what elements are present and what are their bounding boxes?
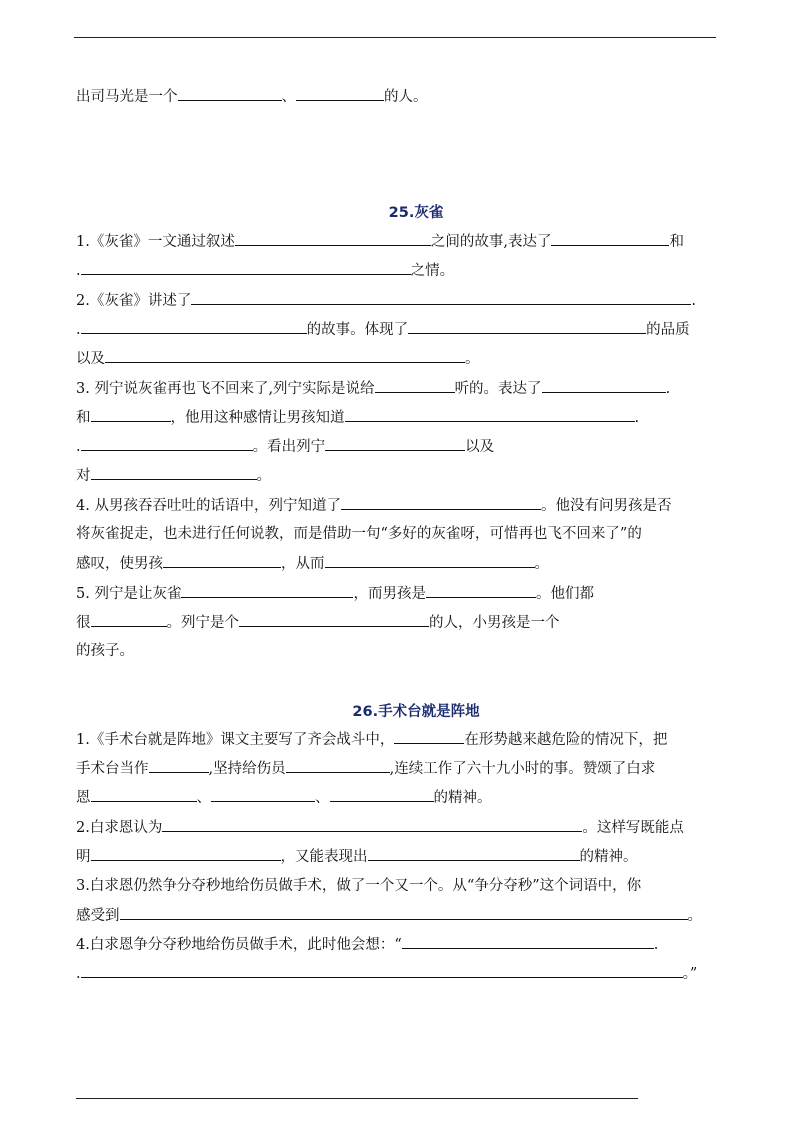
answer-blank[interactable] [375,378,455,393]
s25-q1-line2: . 之情。 [76,260,454,281]
s25-q2-line3: 以及 。 [76,348,480,369]
s25-q3-line2: 和 ，他用这种感情让男孩知道 . [76,407,639,428]
answer-blank[interactable] [551,231,669,246]
answer-blank[interactable] [426,583,536,598]
answer-blank[interactable] [368,846,580,861]
s25-q5-line3: 的孩子。 [76,643,134,659]
answer-blank[interactable] [91,465,257,480]
s26-q2-line1: 2.白求恩认为 。这样写既能点 [76,817,684,838]
s25-q2-line1: 2.《灰雀》讲述了 . [76,290,696,311]
s26-q3-line1: 3.白求恩仍然争分夺秒地给伤员做手术，做了一个又一个。从“争分夺秒”这个词语中，你 [76,878,642,894]
answer-blank[interactable] [178,86,282,101]
answer-blank[interactable] [394,729,464,744]
s25-q4-line3: 感叹，使男孩 ，从而 。 [76,553,549,574]
answer-blank[interactable] [325,553,535,568]
intro-line: 出司马光是一个 、 的人。 [76,86,428,107]
answer-blank[interactable] [239,612,429,627]
answer-blank[interactable] [163,553,281,568]
s26-q2-line2: 明 ，又能表现出 的精神。 [76,846,638,867]
s25-q5-line1: 5. 列宁是让灰雀 ，而男孩是 。他们都 [76,583,594,604]
s25-q4-line1: 4. 从男孩吞吞吐吐的话语中，列宁知道了 。他没有问男孩是否 [76,495,671,516]
s25-q4-line2: 将灰雀捉走，也未进行任何说教，而是借助一句“多好的灰雀呀，可惜再也飞不回来了”的 [76,526,642,542]
answer-blank[interactable] [91,846,281,861]
s25-q5-line2: 很 。列宁是个 的人，小男孩是一个 [76,612,560,633]
answer-blank[interactable] [211,787,315,802]
section-26-title: 26.手术台就是阵地 [352,704,480,720]
footer-rule [76,1098,638,1099]
answer-blank[interactable] [296,86,384,101]
answer-blank[interactable] [330,787,434,802]
s26-q4-line2: . 。” [76,963,697,984]
answer-blank[interactable] [162,817,582,832]
answer-blank[interactable] [81,319,307,334]
s26-q1-line2: 手术台当作 ,坚持给伤员 ,连续工作了六十九小时的事。赞颂了白求 [76,758,655,779]
s26-q1-line1: 1.《手术台就是阵地》课文主要写了齐会战斗中， 在形势越来越危险的情况下，把 [76,729,667,750]
answer-blank[interactable] [341,495,541,510]
s25-q3-line3: . 。看出列宁 以及 [76,436,494,457]
answer-blank[interactable] [149,758,209,773]
answer-blank[interactable] [181,583,353,598]
answer-blank[interactable] [105,348,465,363]
answer-blank[interactable] [235,231,431,246]
answer-blank[interactable] [345,407,635,422]
s26-q3-line2: 感受到 。 [76,905,702,926]
answer-blank[interactable] [81,436,253,451]
answer-blank[interactable] [191,290,691,305]
s26-q4-line1: 4.白求恩争分夺秒地给伤员做手术，此时他会想：“ . [76,934,658,955]
answer-blank[interactable] [81,963,683,978]
s25-q3-line1: 3. 列宁说灰雀再也飞不回来了,列宁实际是说给 听的。表达了 . [76,378,670,399]
s25-q3-line4: 对 。 [76,465,271,486]
header-rule [74,37,716,38]
answer-blank[interactable] [91,407,171,422]
answer-blank[interactable] [120,905,688,920]
answer-blank[interactable] [81,260,411,275]
section-25-title: 25.灰雀 [388,205,444,221]
answer-blank[interactable] [542,378,666,393]
answer-blank[interactable] [325,436,465,451]
answer-blank[interactable] [402,934,654,949]
s25-q1-line1: 1.《灰雀》一文通过叙述 之间的故事,表达了 和 [76,231,684,252]
answer-blank[interactable] [91,612,167,627]
s25-q2-line2: . 的故事。体现了 的品质 [76,319,690,340]
answer-blank[interactable] [408,319,646,334]
answer-blank[interactable] [91,787,197,802]
s26-q1-line3: 恩 、 、 的精神。 [76,787,492,808]
answer-blank[interactable] [286,758,390,773]
